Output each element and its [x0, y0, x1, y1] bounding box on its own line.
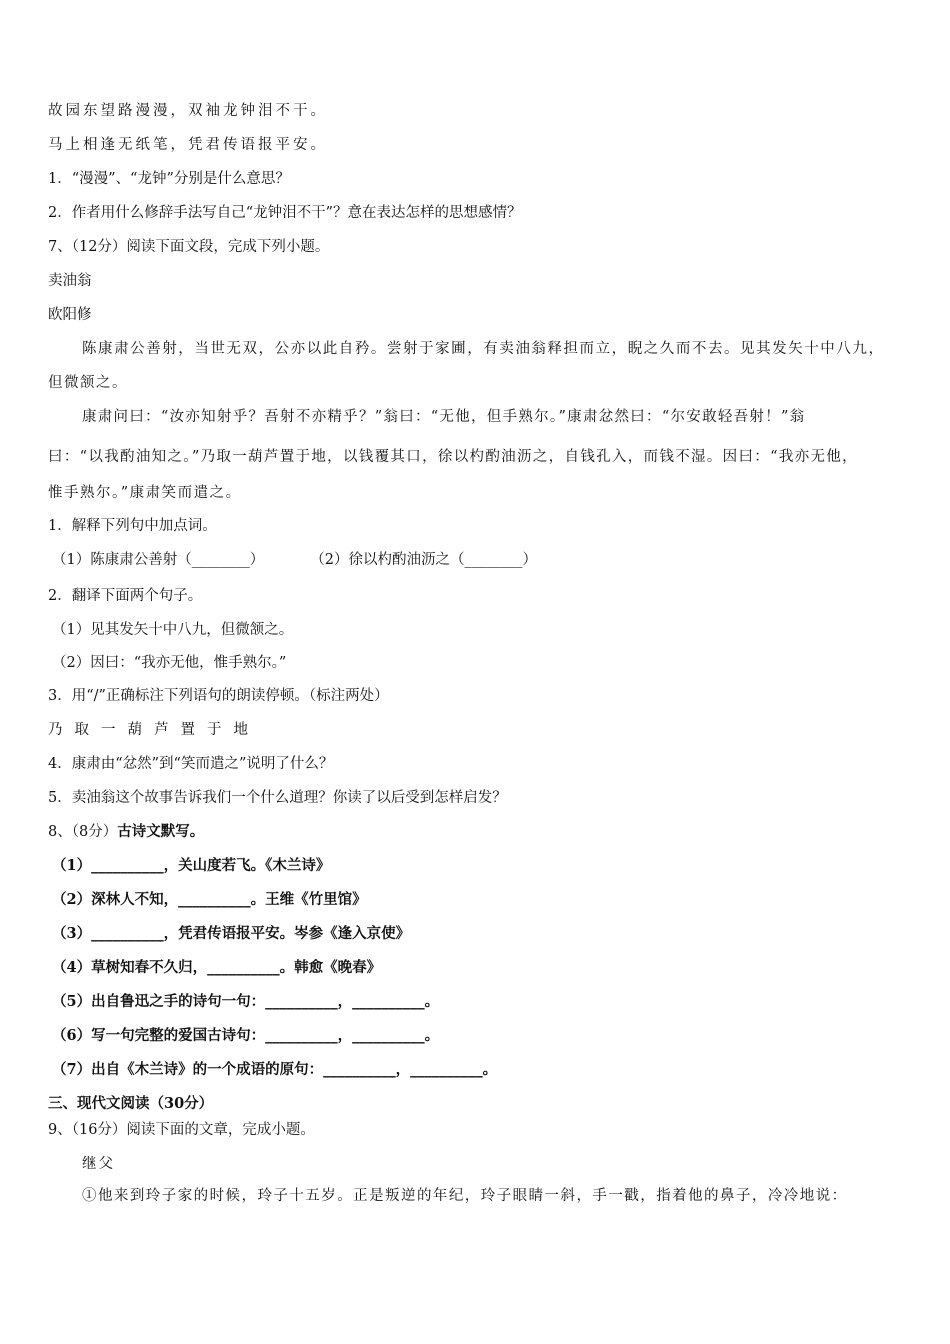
- sub-question: 2．翻译下面两个句子。: [48, 588, 203, 604]
- poem-line: 故园东望路漫漫，双袖龙钟泪不干。: [48, 103, 328, 119]
- fill-blank-item: （1）陈康肃公善射（________）: [52, 552, 265, 568]
- passage-text: ①他来到玲子家的时候，玲子十五岁。正是叛逆的年纪，玲子眼睛一斜，手一戳，指着他的鼻子，冷冷地说：: [82, 1188, 848, 1204]
- dictation-item: （2）深林人不知，__________。王维《竹里馆》: [52, 891, 367, 908]
- passage-text: 惟手熟尔。”康肃笑而遣之。: [48, 485, 242, 501]
- sub-question: 4．康肃由“忿然”到“笑而遣之”说明了什么？: [48, 756, 334, 772]
- fill-blank-row: [52, 550, 537, 570]
- question-header: 8、（8分）古诗文默写。: [48, 823, 205, 840]
- pause-sentence: 乃取一葫芦置于地: [48, 722, 260, 738]
- dictation-item: （3）__________，凭君传语报平安。岑参《逢入京使》: [52, 925, 411, 942]
- passage-author: 欧阳修: [48, 307, 92, 323]
- poem-line: 马上相逢无纸笔，凭君传语报平安。: [48, 137, 328, 153]
- dictation-item: （7）出自《木兰诗》的一个成语的原句：__________，__________。: [52, 1061, 498, 1078]
- fill-blank-item: （2）徐以杓酌油沥之（________）: [310, 552, 537, 568]
- passage-title: 卖油翁: [48, 273, 92, 289]
- question-header: 9、（16分）阅读下面的文章，完成小题。: [48, 1122, 315, 1138]
- passage-text: 陈康肃公善射，当世无双，公亦以此自矜。尝射于家圃，有卖油翁释担而立，睨之久而不去。见其发矢十中八九，: [82, 341, 885, 357]
- question-item: 2．作者用什么修辞手法写自己“龙钟泪不干”？意在表达怎样的思想感情？: [48, 205, 522, 221]
- passage-text: 但微颔之。: [48, 375, 128, 391]
- passage-text: 康肃问曰：“汝亦知射乎？吾射不亦精乎？”翁曰：“无他，但手熟尔。”康肃忿然曰：“尔安敢轻吾射！”翁: [82, 409, 806, 425]
- dictation-item: （6）写一句完整的爱国古诗句：__________，__________。: [52, 1027, 440, 1044]
- translate-sentence: （1）见其发矢十中八九，但微颔之。: [52, 622, 294, 638]
- question-header: 7、（12分）阅读下面文段，完成下列小题。: [48, 239, 330, 255]
- dictation-item: （4）草树知春不久归，__________。韩愈《晚春》: [52, 959, 382, 976]
- sub-question: 3．用“/”正确标注下列语句的朗读停顿。（标注两处）: [48, 688, 389, 704]
- dictation-item: （5）出自鲁迅之手的诗句一句：__________，__________。: [52, 993, 440, 1010]
- sub-question: 1．解释下列句中加点词。: [48, 518, 217, 534]
- passage-text: 曰：“以我酌油知之。”乃取一葫芦置于地，以钱覆其口，徐以杓酌油沥之，自钱孔入，而钱不湿。因曰：“我亦无他，: [48, 449, 858, 465]
- sub-question: 5．卖油翁这个故事告诉我们一个什么道理？你读了以后受到怎样启发？: [48, 790, 507, 806]
- section-heading: 三、现代文阅读（30分）: [48, 1095, 214, 1112]
- passage-title: 继父: [82, 1156, 115, 1172]
- translate-sentence: （2）因曰：“我亦无他，惟手熟尔。”: [52, 655, 287, 671]
- section-title: 古诗文默写。: [117, 823, 205, 840]
- dictation-item: （1）__________，关山度若飞。《木兰诗》: [52, 857, 331, 874]
- question-item: 1．“漫漫”、“龙钟”分别是什么意思？: [48, 171, 290, 187]
